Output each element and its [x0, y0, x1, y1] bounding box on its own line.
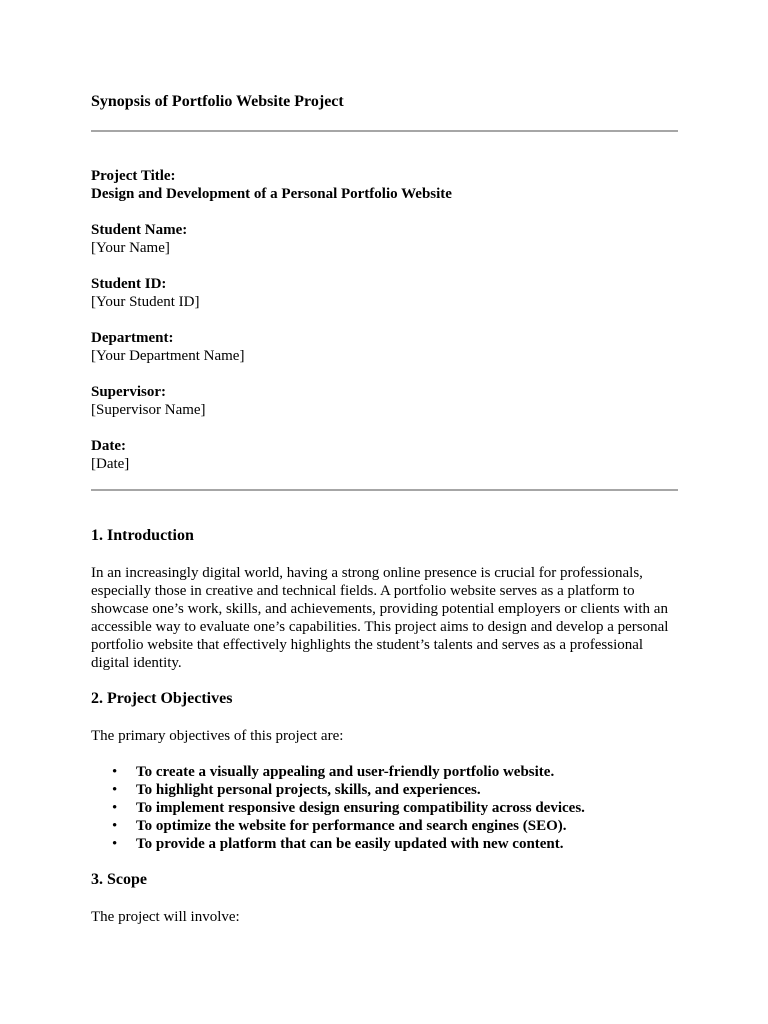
bullet-icon: •	[112, 818, 118, 834]
top-divider	[91, 130, 678, 132]
supervisor-field	[91, 383, 678, 419]
department-value: [Your Department Name]	[91, 348, 245, 364]
date-label: Date:	[91, 438, 126, 454]
student-id-field	[91, 275, 678, 311]
introduction-heading: 1. Introduction	[91, 527, 194, 544]
supervisor-value: [Supervisor Name]	[91, 402, 206, 418]
department-label: Department:	[91, 330, 174, 346]
project-metadata	[91, 167, 678, 491]
objectives-list	[91, 763, 678, 853]
date-value: [Date]	[91, 456, 130, 472]
bullet-icon: •	[112, 764, 118, 780]
objectives-heading: 2. Project Objectives	[91, 690, 233, 707]
bullet-icon: •	[112, 800, 118, 816]
student-id-value: [Your Student ID]	[91, 294, 200, 310]
bullet-icon: •	[112, 836, 118, 852]
objective-text: To create a visually appealing and user-friendly portfolio website.	[136, 764, 555, 780]
date-field	[91, 437, 678, 473]
student-name-value: [Your Name]	[91, 240, 170, 256]
scope-heading: 3. Scope	[91, 871, 147, 888]
objective-text: To implement responsive design ensuring compatibility across devices.	[136, 800, 585, 816]
bullet-icon: •	[112, 782, 118, 798]
project-title-label: Project Title:	[91, 168, 176, 184]
bottom-divider	[91, 489, 678, 491]
objective-item	[91, 817, 678, 835]
objective-item	[91, 799, 678, 817]
document-title: Synopsis of Portfolio Website Project	[91, 93, 344, 110]
supervisor-label: Supervisor:	[91, 384, 166, 400]
objective-item	[91, 781, 678, 799]
department-field	[91, 329, 678, 365]
objective-item	[91, 763, 678, 781]
introduction-paragraph: In an increasingly digital world, having a strong online presence is crucial for professionals, especially those in creative and technical fields. A portfolio website serves as a platform to showcase one’s work, skills, and achievements, providing potential employers or clients with an accessible way to evaluate one’s capabilities. This project aims to design and develop a personal portfolio website that effectively highlights the student’s talents and serves as a professional digital identity.	[91, 565, 669, 671]
objective-text: To optimize the website for performance and search engines (SEO).	[136, 818, 567, 834]
objective-text: To highlight personal projects, skills, and experiences.	[136, 782, 481, 798]
objectives-intro: The primary objectives of this project are:	[91, 728, 344, 744]
project-title-value: Design and Development of a Personal Portfolio Website	[91, 186, 452, 202]
project-title-field	[91, 167, 678, 203]
student-name-label: Student Name:	[91, 222, 188, 238]
student-name-field	[91, 221, 678, 257]
objective-text: To provide a platform that can be easily updated with new content.	[136, 836, 564, 852]
objective-item	[91, 835, 678, 853]
student-id-label: Student ID:	[91, 276, 167, 292]
scope-intro: The project will involve:	[91, 909, 240, 925]
